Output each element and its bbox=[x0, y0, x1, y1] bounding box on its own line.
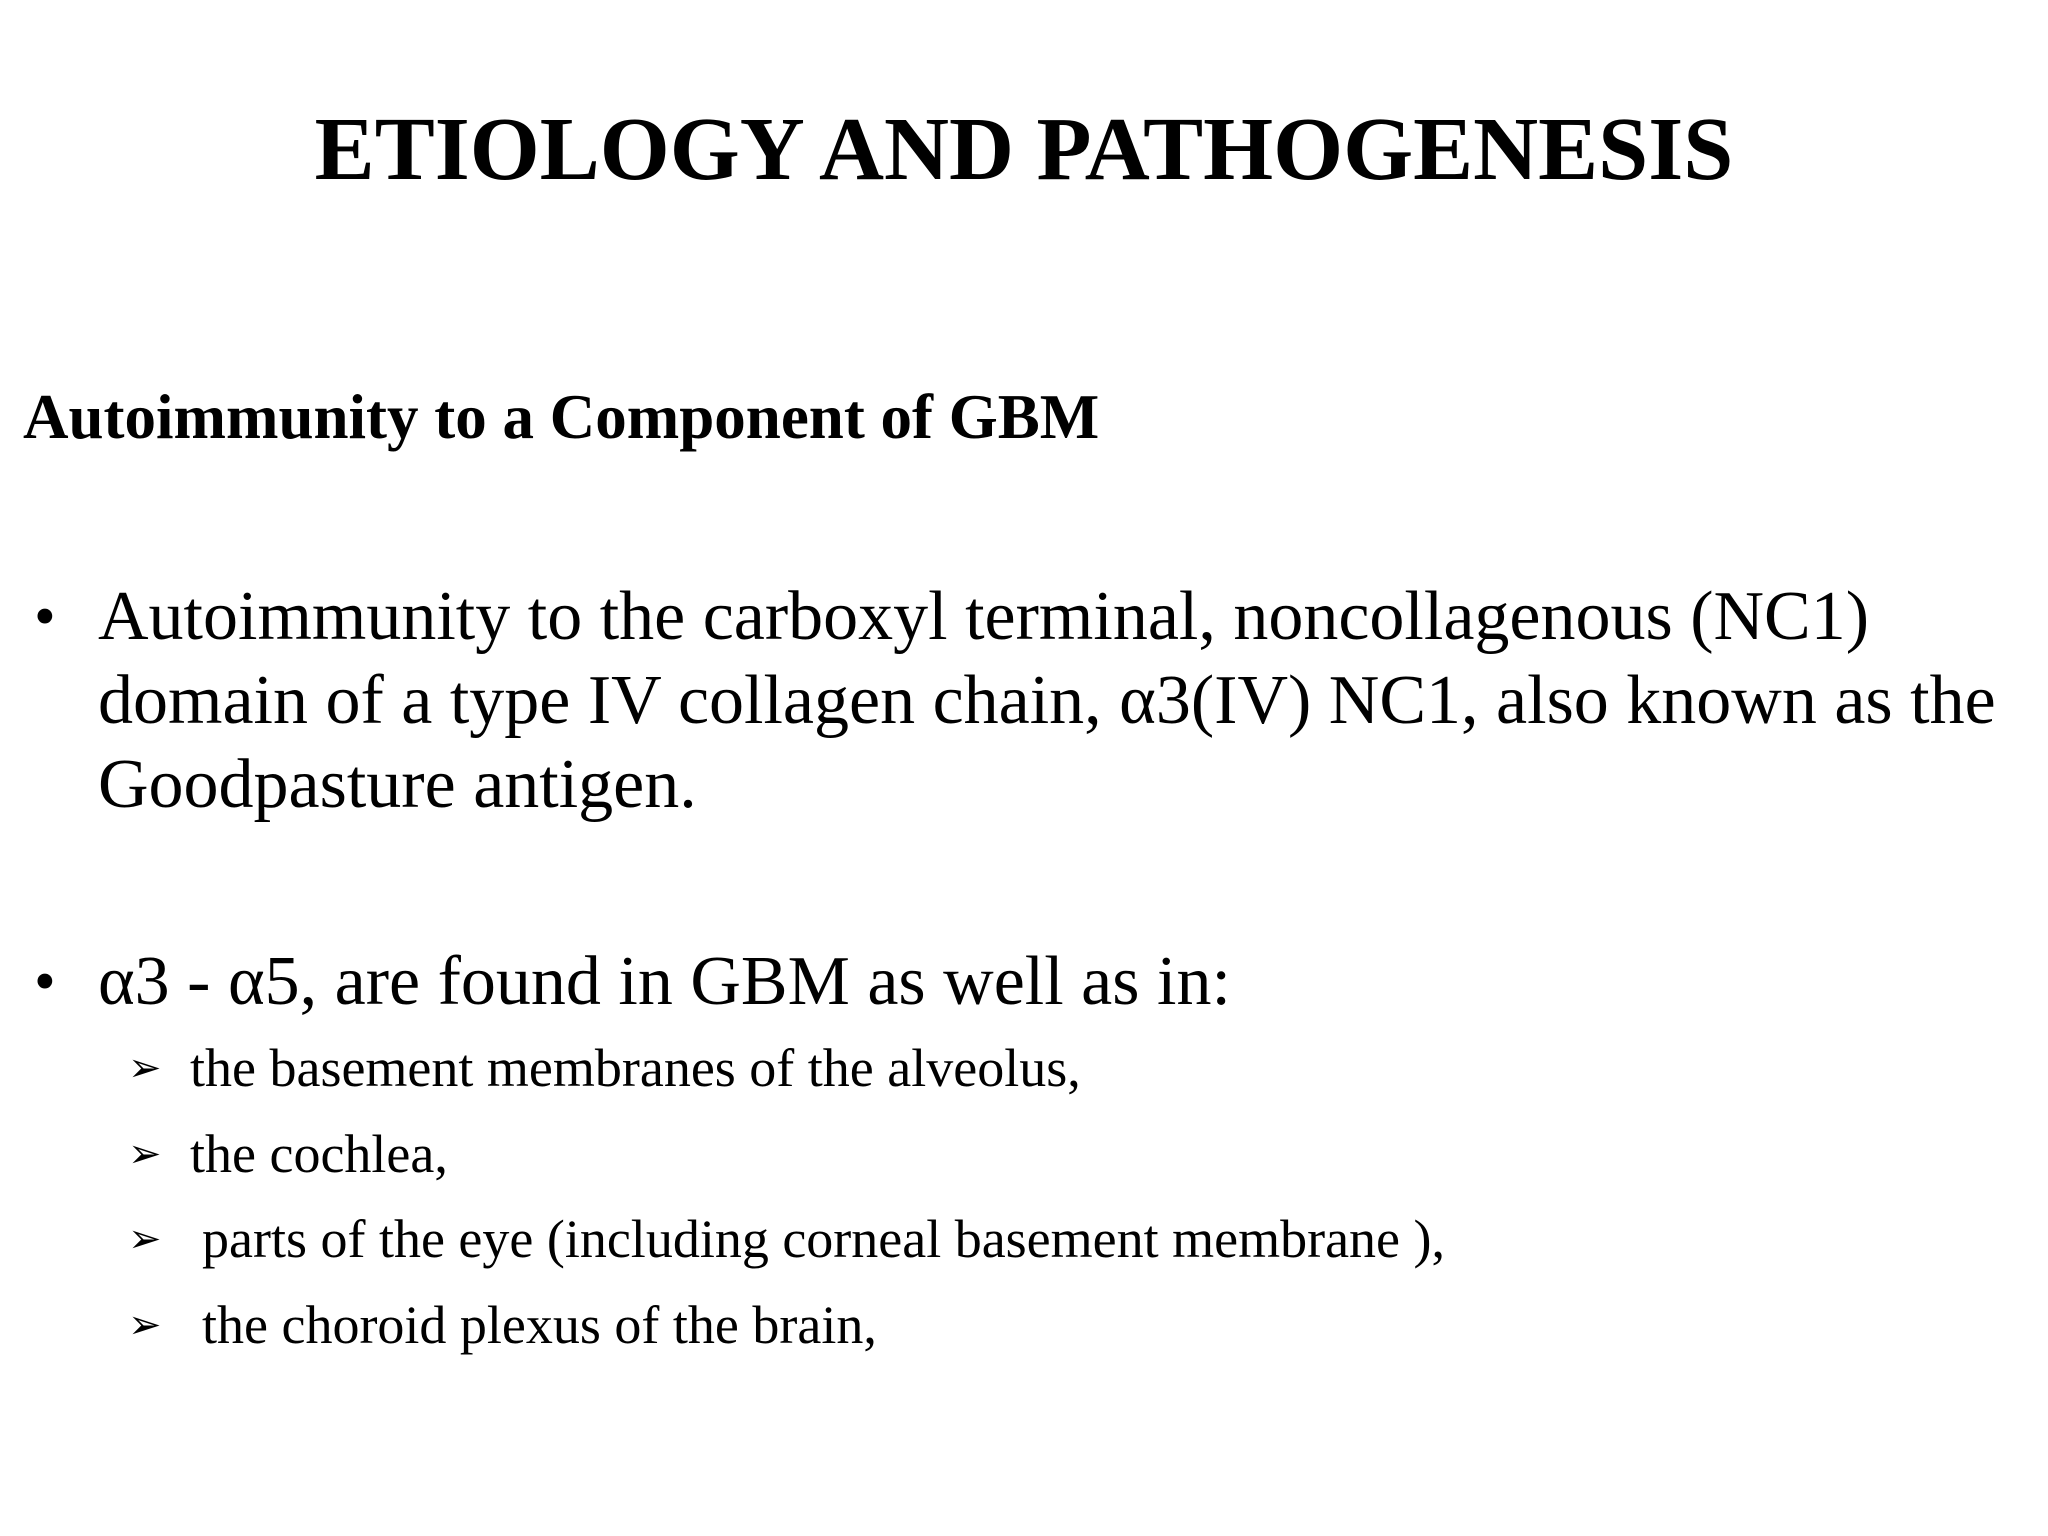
sub-bullet-text: parts of the eye (including corneal basement membrane ), bbox=[202, 1209, 1446, 1269]
sub-bullet-item bbox=[0, 1119, 2048, 1189]
bullet-dot-icon: • bbox=[34, 948, 56, 1016]
sub-bullet-text: the basement membranes of the alveolus, bbox=[190, 1038, 1081, 1098]
sub-bullet-item bbox=[0, 1290, 2048, 1360]
sub-bullet-item bbox=[0, 1204, 2048, 1274]
bullet-dot-icon: • bbox=[34, 583, 56, 651]
sub-bullet-item bbox=[0, 1033, 2048, 1103]
arrow-bullet-icon: ➢ bbox=[128, 1131, 162, 1177]
sub-bullet-text: the choroid plexus of the brain, bbox=[202, 1295, 877, 1355]
bullet-text: α3 - α5, are found in GBM as well as in: bbox=[98, 943, 1231, 1020]
arrow-bullet-icon: ➢ bbox=[128, 1045, 162, 1091]
sub-bullet-text: the cochlea, bbox=[190, 1124, 448, 1184]
section-heading: Autoimmunity to a Component of GBM bbox=[23, 382, 1100, 452]
bullet-text: Autoimmunity to the carboxyl terminal, noncollagenous (NC1) domain of a type IV collagen chain, α3(IV) NC1, also known as the Goodpasture antigen. bbox=[98, 578, 1996, 823]
arrow-bullet-icon: ➢ bbox=[128, 1216, 162, 1262]
arrow-bullet-icon: ➢ bbox=[128, 1302, 162, 1348]
slide-title: ETIOLOGY AND PATHOGENESIS bbox=[314, 100, 1734, 199]
